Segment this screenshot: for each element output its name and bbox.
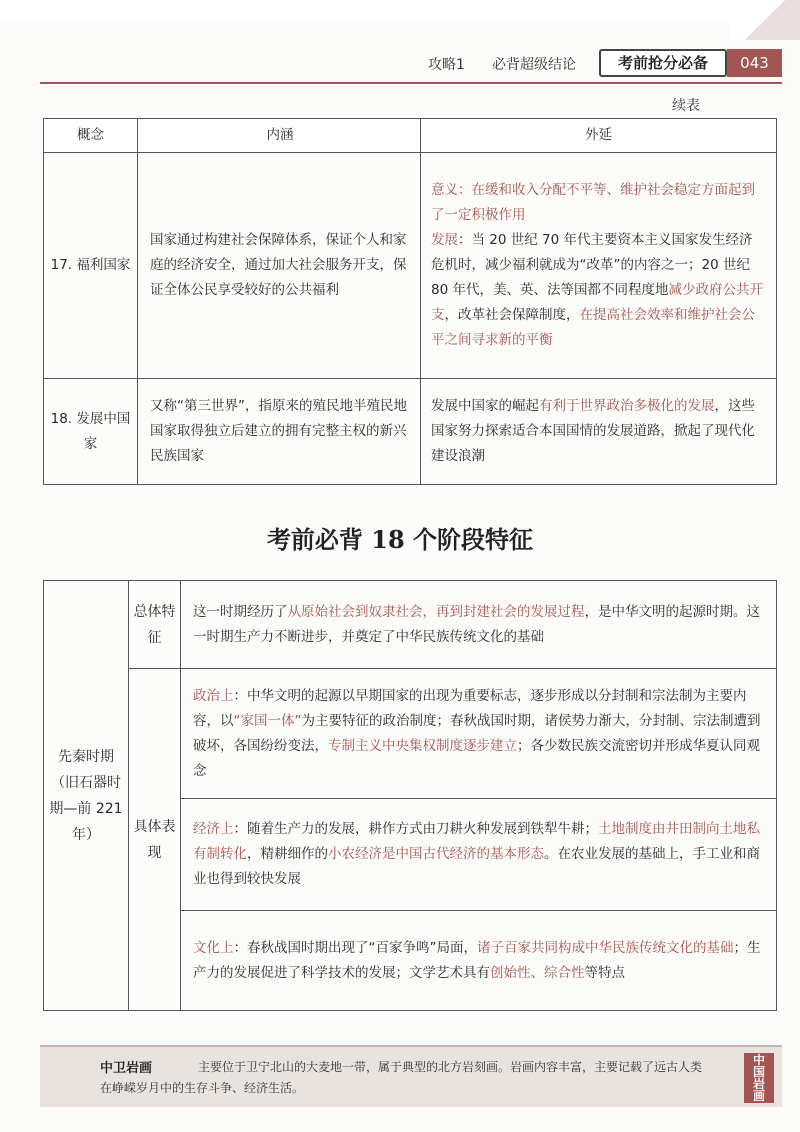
highlight-text: 从原始社会到奴隶社会，再到封建社会的发展过程	[287, 603, 585, 620]
highlight-text: 有利于世界政治多极化的发展	[539, 398, 715, 414]
highlight-text: 在提高社会效率和维护社会公平之间寻求新的平衡	[431, 307, 755, 348]
header-badge: 考前抢分必备	[599, 49, 727, 77]
page-corner-fold	[730, 0, 800, 40]
highlight-text: 专制主义中央集权制度逐步建立	[328, 737, 517, 754]
body-text: ：春秋战国时期出现了“百家争鸣”局面，	[233, 939, 477, 956]
footer-tab	[744, 1053, 774, 1103]
term-label: 文化上	[193, 939, 234, 956]
footer-title: 中卫岩画	[100, 1061, 153, 1076]
body-text: 为主要特征的政治制度；春秋战国时期，诸侯势力渐大，分封制、宗法制遭到破坏，各国纷纷变法，	[193, 712, 761, 754]
overall-label-cell: 总体特征	[129, 581, 181, 669]
column-header-concept: 概念	[44, 119, 138, 153]
economy-cell	[181, 799, 777, 911]
table-header-row	[44, 119, 777, 153]
body-text: 等特点	[584, 964, 625, 981]
body-text: ，是中华文明的起源时期。这一时期生产力不断进步，并奠定了中华民族传统文化的基础	[193, 603, 760, 645]
page-number: 043	[727, 49, 782, 77]
politics-cell	[181, 669, 777, 799]
highlight-text: ：在缓和收入分配不平等、维护社会稳定方面起到了一定积极作用	[431, 182, 755, 223]
body-text: ，改革社会保障制度，	[444, 307, 580, 323]
term-label: 发展	[431, 232, 458, 248]
table-row	[44, 669, 777, 799]
concept-cell: 18. 发展中国家	[44, 379, 138, 485]
body-text: ：当 20 世纪 70 年代主要资本主义国家发生经济危机时，减少福利就成为“改革”的内容之一；20 世纪 80 年代，美、英、法等国都不同程度地	[431, 232, 753, 298]
body-text: ：随着生产力的发展，耕作方式由刀耕火种发展到铁犁牛耕；	[233, 821, 598, 837]
continued-label: 续表	[672, 98, 700, 114]
period-cell: 先秦时期（旧石器时期—前 221 年）	[44, 581, 129, 1011]
body-text: ，精耕细作的	[247, 846, 328, 862]
highlight-text: 创始性、综合性	[490, 964, 585, 981]
highlight-text: “家国一体”	[233, 712, 302, 729]
body-text: ；生产力的发展促进了科学技术的发展；文学艺术具有	[193, 939, 761, 981]
page-top-margin	[0, 0, 800, 22]
footer-tab-char: 岩	[752, 1077, 765, 1091]
denotation-cell	[421, 379, 777, 485]
term-label: 经济上	[193, 821, 234, 837]
footer-tab-char: 中	[752, 1053, 765, 1067]
table-row	[44, 153, 777, 379]
highlight-text: 小农经济是中国古代经济的基本形态	[328, 846, 544, 862]
connotation-cell: 又称“第三世界”，指原来的殖民地半殖民地国家取得独立后建立的拥有完整主权的新兴民族国家	[138, 379, 421, 485]
footer-tab-char: 国	[752, 1065, 765, 1079]
header-rule	[40, 82, 782, 84]
body-text: ：中华文明的起源以早期国家的出现为重要标志，逐步形成以分封制和宗法制为主要内容，以	[193, 687, 747, 729]
running-header	[0, 46, 800, 86]
concept-cell: 17. 福利国家	[44, 153, 138, 379]
table-row	[44, 379, 777, 485]
term-label: 政治上	[193, 687, 234, 704]
highlight-text: 土地制度由井田制向土地私有制转化	[193, 821, 760, 862]
body-text: 发展中国家的崛起	[431, 398, 539, 414]
denotation-cell	[421, 153, 777, 379]
footer-tab-char: 画	[752, 1089, 765, 1103]
column-header-denotation: 外延	[421, 119, 777, 153]
highlight-text: 减少政府公共开支	[431, 282, 763, 323]
specific-label-cell: 具体表现	[129, 669, 181, 1011]
stage-features-table	[43, 580, 777, 1011]
body-text: ；各少数民族交流密切并形成华夏认同观念	[193, 737, 760, 779]
section-title: 考前必背 18 个阶段特征	[266, 525, 534, 554]
concept-table	[43, 118, 777, 485]
header-part-label: 攻略1	[428, 57, 465, 73]
highlight-text: 诸子百家共同构成中华民族传统文化的基础	[477, 939, 734, 956]
footer-text: 主要位于卫宁北山的大麦地一带，属于典型的北方岩刻画。岩画内容丰富，主要记载了远古人类在峥嵘岁月中的生存斗争、经济生活。	[100, 1060, 703, 1095]
column-header-connotation: 内涵	[138, 119, 421, 153]
term-label: 意义	[431, 182, 458, 198]
table-row	[44, 581, 777, 669]
footer-note	[40, 1045, 782, 1107]
overall-text-cell	[181, 581, 777, 669]
culture-cell	[181, 911, 777, 1011]
body-text: 这一时期经历了	[193, 603, 288, 620]
body-text: 。在农业发展的基础上，手工业和商业也得到较快发展	[193, 846, 760, 887]
header-title: 必背超级结论	[492, 57, 576, 73]
body-text: ，这些国家努力探索适合本国国情的发展道路，掀起了现代化建设浪潮	[431, 398, 755, 464]
connotation-cell: 国家通过构建社会保障体系，保证个人和家庭的经济安全，通过加大社会服务开支，保证全体公民享受较好的公共福利	[138, 153, 421, 379]
